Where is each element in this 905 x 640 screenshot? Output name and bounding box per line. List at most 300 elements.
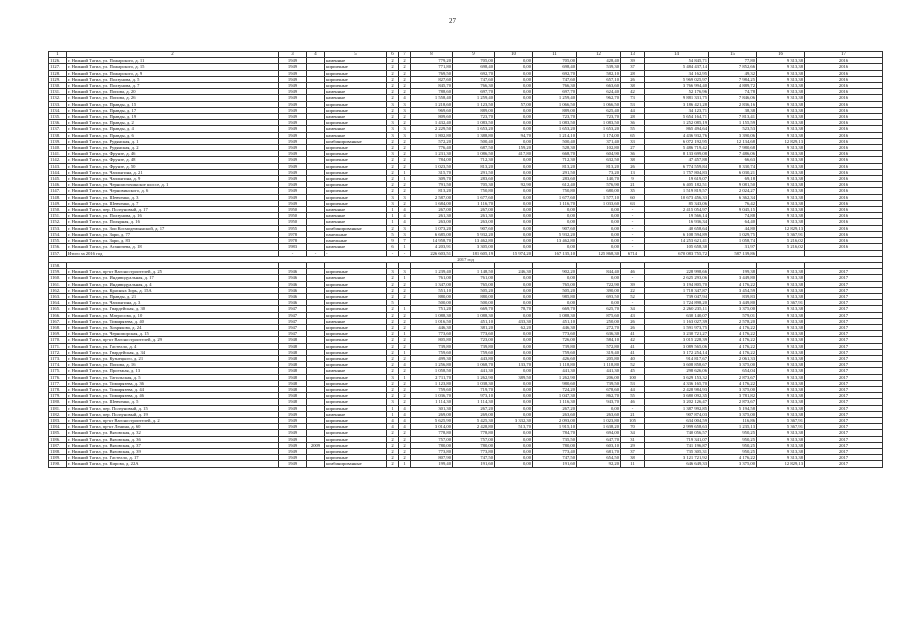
table-cell: 0,00 [533, 244, 577, 250]
table-cell: 371,40 [577, 138, 621, 144]
table-cell: 428,40 [577, 58, 621, 64]
table-cell: 3 332,30 [495, 417, 533, 423]
table-cell: 1188. [49, 449, 67, 455]
table-cell: 2017 [805, 449, 883, 455]
table-cell: 44 [621, 107, 645, 113]
table-cell: 13 462,80 [453, 238, 495, 244]
table-cell: 54 845,71 [645, 58, 709, 64]
table-cell: 1949 [279, 89, 307, 95]
table-cell: 1 114,30 [411, 399, 453, 405]
table-cell: 2 711,70 [411, 374, 453, 380]
table-cell: 625,40 [577, 107, 621, 113]
column-number-cell: 9 [453, 52, 495, 58]
table-cell: 1154. [49, 231, 67, 237]
table-cell: 9 313,38 [757, 430, 805, 436]
table-cell: 2017 [805, 405, 883, 411]
table-cell: 807,90 [411, 455, 453, 461]
table-cell: г. Нижний Тагил, ул. Ползунова, д. 7 [67, 83, 279, 89]
table-cell: 2 [399, 436, 411, 442]
table-cell: кирпичные [325, 200, 387, 206]
table-cell: 2 [387, 343, 399, 349]
table-cell: 2017 [805, 293, 883, 299]
table-cell: 4 [399, 362, 411, 368]
table-cell: г. Нижний Тагил, пр-кт Вагоностроителей, д. 29 [67, 337, 279, 343]
table-cell: 9 313,38 [757, 386, 805, 392]
table-cell: кирпичные [325, 293, 387, 299]
table-cell: 1166. [49, 312, 67, 318]
table-cell: 2 [387, 362, 399, 368]
table-cell: 773,60 [533, 331, 577, 337]
table-cell: 1 088,30 [411, 312, 453, 318]
table-cell: 1 [387, 219, 399, 225]
column-number-cell: 13 [621, 52, 645, 58]
table-cell: 9 313,38 [757, 287, 805, 293]
column-number-cell: 3 [279, 52, 307, 58]
table-cell: г. Нижний Тагил, ул. Гвардейская, д. 30 [67, 306, 279, 312]
table-cell: комбинированные [325, 138, 387, 144]
table-cell: 3 449,80 [709, 275, 757, 281]
table-cell: 630 140,07 [645, 312, 709, 318]
table-cell: 776,40 [411, 145, 453, 151]
table-cell: 1955 [279, 225, 307, 231]
table-cell: 2 [387, 442, 399, 448]
table-cell: 1157. [49, 250, 67, 256]
table-cell: 625,70 [577, 306, 621, 312]
table-cell: 199,40 [411, 461, 453, 467]
table-cell: 2017 [805, 424, 883, 430]
table-cell: 9 313,38 [757, 455, 805, 461]
table-cell: 950,25 [709, 430, 757, 436]
table-cell: 9 [387, 238, 399, 244]
table-cell: 692,70 [453, 70, 495, 76]
table-cell: 1949 [279, 151, 307, 157]
table-cell: каменные [325, 95, 387, 101]
table-cell: 2 [399, 399, 411, 405]
table-cell: 4 203,91 [411, 244, 453, 250]
table-cell: панельные [325, 231, 387, 237]
table-cell: 9 313,38 [757, 219, 805, 225]
table-cell: 1165. [49, 306, 67, 312]
table-cell: 2017 [805, 436, 883, 442]
table-cell: 3 [387, 374, 399, 380]
table-cell: 739,80 [453, 343, 495, 349]
table-cell: 283,60 [533, 176, 577, 182]
table-cell: каменные [325, 89, 387, 95]
table-cell: г. Нижний Тагил, ул. Зари, д. 83 [67, 238, 279, 244]
table-cell: - [621, 405, 645, 411]
table-cell: 1946 [279, 300, 307, 306]
column-number-cell: 11 [533, 52, 577, 58]
table-cell: 784,70 [533, 430, 577, 436]
table-cell: 33 [621, 138, 645, 144]
table-cell: 1 155,59 [709, 120, 757, 126]
table-cell: 226 603,51 [411, 250, 453, 256]
table-cell: 2 [387, 58, 399, 64]
table-cell: 102,80 [577, 145, 621, 151]
table-cell: 880,00 [453, 293, 495, 299]
table-cell: 1949 [279, 169, 307, 175]
housing-registry-table-wrap [48, 51, 882, 468]
table-cell: 2 [387, 386, 399, 392]
table-cell: 0,00 [495, 188, 533, 194]
table-cell: 3 [387, 132, 399, 138]
table-cell: 765,00 [533, 281, 577, 287]
table-cell: 759,60 [411, 349, 453, 355]
table-cell: 9 313,38 [757, 343, 805, 349]
table-cell: 1167. [49, 318, 67, 324]
table-cell: 298 626,06 [645, 368, 709, 374]
table-cell: 634 004,59 [645, 417, 709, 423]
table-cell: 2 [387, 306, 399, 312]
table-cell: г. Нижний Тагил, ул. Тагильская, д. 5 [67, 374, 279, 380]
table-cell: 6 108 594,89 [645, 231, 709, 237]
table-cell: 390,00 [577, 287, 621, 293]
table-cell: 2 [399, 64, 411, 70]
table-cell: 4 176,22 [709, 324, 757, 330]
table-cell: г. Нижний Тагил, ул. Правды, д. 19 [67, 114, 279, 120]
table-cell: кирпичные [325, 405, 387, 411]
table-cell: 39 [621, 281, 645, 287]
table-cell: 40 [621, 355, 645, 361]
table-cell: 1189. [49, 455, 67, 461]
table-cell: 3 680 092,35 [645, 393, 709, 399]
table-cell: кирпичные [325, 331, 387, 337]
table-cell: 63 [621, 200, 645, 206]
table-cell: 205,80 [577, 355, 621, 361]
table-cell: 889,00 [533, 107, 577, 113]
table-cell: 1163. [49, 293, 67, 299]
table-cell: 739,80 [533, 343, 577, 349]
table-cell: 712,30 [533, 157, 577, 163]
table-cell: 3 390,06 [709, 132, 757, 138]
table-cell: 5 932,20 [533, 231, 577, 237]
table-cell: 654,04 [709, 368, 757, 374]
table-cell: 12 829,13 [757, 225, 805, 231]
table-cell: 37 [621, 64, 645, 70]
table-cell: 1 123,80 [411, 380, 453, 386]
table-cell: каменные [325, 132, 387, 138]
table-cell: г. Нижний Тагил, ул. Тимирязева, д. 44 [67, 386, 279, 392]
table-cell: 9 313,38 [757, 393, 805, 399]
table-cell: 698,40 [453, 64, 495, 70]
table-cell: 681,70 [577, 449, 621, 455]
table-cell: 2 [399, 200, 411, 206]
table-cell: 1949 [279, 145, 307, 151]
table-cell: 647,70 [577, 436, 621, 442]
table-cell: 26 [621, 318, 645, 324]
table-cell: 9 313,38 [757, 176, 805, 182]
table-cell: 4 [399, 405, 411, 411]
table-cell: г. Нижний Тагил, ул. Черноисточинское шоссе, д. 1 [67, 182, 279, 188]
table-cell: 1948 [279, 343, 307, 349]
table-cell: 9 313,38 [757, 312, 805, 318]
table-cell: 1158. [49, 262, 67, 268]
table-cell: г. Нижний Тагил, ул. Проезжая, д. 13 [67, 368, 279, 374]
table-cell: 9 313,38 [757, 163, 805, 169]
table-cell: кирпичные [325, 306, 387, 312]
table-cell: 1 262,90 [533, 374, 577, 380]
table-cell: 9 313,38 [757, 405, 805, 411]
table-cell: 37 [621, 449, 645, 455]
table-cell: 784,00 [411, 157, 453, 163]
table-cell: 9 313,38 [757, 281, 805, 287]
table-cell: 1 757 804,83 [645, 169, 709, 175]
table-cell: г. Нижний Тагил, ул. Пожарского, д. 11 [67, 58, 279, 64]
table-cell: 291,50 [453, 169, 495, 175]
table-cell: 1949 [279, 449, 307, 455]
table-cell: 9 313,38 [757, 76, 805, 82]
table-cell: 1948 [279, 374, 307, 380]
table-cell: 55 [621, 393, 645, 399]
table-cell: 3 [387, 194, 399, 200]
table-cell: 426,60 [533, 355, 577, 361]
table-cell: 441,30 [533, 368, 577, 374]
table-cell: 1141. [49, 151, 67, 157]
table-cell: 0,00 [495, 176, 533, 182]
table-cell: 747,50 [533, 455, 577, 461]
table-cell: 773,40 [533, 449, 577, 455]
table-cell: 740 056,57 [645, 430, 709, 436]
table-cell: 1180. [49, 399, 67, 405]
table-cell: 0,00 [577, 219, 621, 225]
table-cell: кирпичные [325, 120, 387, 126]
table-cell: 267,00 [411, 207, 453, 213]
table-cell: 1181. [49, 405, 67, 411]
table-cell: 1 016,50 [411, 318, 453, 324]
table-cell: 1949 [279, 455, 307, 461]
table-cell: 3 375,00 [709, 386, 757, 392]
table-cell: 0,00 [495, 449, 533, 455]
table-cell: 26 [621, 76, 645, 82]
table-cell: 668,70 [533, 151, 577, 157]
table-cell: 1948 [279, 399, 307, 405]
table-cell: 0,00 [495, 461, 533, 467]
table-cell: 2 [387, 176, 399, 182]
table-cell: 2017 [805, 324, 883, 330]
table-cell: 39 [621, 58, 645, 64]
table-cell: 0,00 [495, 281, 533, 287]
table-cell: 4 176,22 [709, 349, 757, 355]
table-cell: 0,00 [495, 207, 533, 213]
table-cell: 26 [621, 324, 645, 330]
table-cell: 301,30 [411, 405, 453, 411]
table-cell: г. Нижний Тагил, ул. Аганичева, д. 18 [67, 244, 279, 250]
table-cell: 4 176,22 [709, 343, 757, 349]
table-cell: 0,00 [577, 275, 621, 281]
table-cell: 2016 [805, 64, 883, 70]
table-cell: 3 [399, 269, 411, 275]
table-cell: - [279, 250, 307, 256]
table-cell: 2 873,67 [709, 374, 757, 380]
table-cell: 1145. [49, 176, 67, 182]
table-cell: г. Нижний Тагил, ул. Правды, д. 6 [67, 132, 279, 138]
table-cell: 2 587,00 [411, 194, 453, 200]
table-cell: 1 023,50 [411, 163, 453, 169]
table-cell: 865 494,64 [645, 126, 709, 132]
table-cell: 1159. [49, 269, 67, 275]
table-cell: 0,00 [495, 126, 533, 132]
table-cell: 1 [399, 349, 411, 355]
table-cell: 0,00 [495, 275, 533, 281]
column-number-cell: 6 [387, 52, 399, 58]
table-cell: г. Нижний Тагил, ул. Шевченко, д. 5 [67, 399, 279, 405]
table-cell: 1949 [279, 58, 307, 64]
table-cell: кирпичные [325, 145, 387, 151]
table-cell: 778,80 [411, 430, 453, 436]
table-cell: 7 852,66 [709, 64, 757, 70]
table-cell: 9 313,38 [757, 293, 805, 299]
table-cell: 0,00 [495, 300, 533, 306]
table-cell: 1 252 085,19 [645, 120, 709, 126]
table-cell: 2 [399, 393, 411, 399]
table-cell: 1131. [49, 89, 67, 95]
table-cell: г. Нижний Тагил, ул. Чаплыгина, д. 21 [67, 169, 279, 175]
table-cell: 267,00 [453, 207, 495, 213]
table-cell: 9 313,38 [757, 349, 805, 355]
table-cell: 0,00 [495, 95, 533, 101]
table-cell: 1947 [279, 306, 307, 312]
table-cell: кирпичные [325, 312, 387, 318]
table-cell: 950,25 [709, 449, 757, 455]
table-cell: 5 [387, 231, 399, 237]
table-cell: 70 [621, 424, 645, 430]
table-cell: 0,00 [495, 411, 533, 417]
table-cell: 2017 [805, 430, 883, 436]
table-cell: 759,60 [411, 386, 453, 392]
table-cell: 2 [387, 275, 399, 281]
table-cell: 1949 [279, 70, 307, 76]
table-cell: 1152. [49, 219, 67, 225]
table-cell: 7 984,25 [709, 76, 757, 82]
table-cell: - [621, 225, 645, 231]
table-cell: 6 [387, 244, 399, 250]
table-cell: 272,70 [577, 324, 621, 330]
table-cell: 140,70 [577, 176, 621, 182]
table-cell: 4 [399, 424, 411, 430]
table-cell: 34 [621, 306, 645, 312]
table-cell: 100 [621, 374, 645, 380]
table-cell: - [621, 275, 645, 281]
table-body [49, 52, 883, 468]
table-cell: 2016 [805, 107, 883, 113]
table-cell: 1 214,10 [533, 132, 577, 138]
table-cell: 761,00 [411, 275, 453, 281]
column-number-cell: 15 [709, 52, 757, 58]
table-cell: 0,00 [495, 58, 533, 64]
table-cell: 9 313,38 [757, 374, 805, 380]
table-cell: 9 313,38 [757, 362, 805, 368]
table-cell: кирпичные [325, 455, 387, 461]
table-cell: г. Нижний Тагил, ул. Индивидуальная, д. 4 [67, 281, 279, 287]
table-cell: 0,00 [495, 436, 533, 442]
table-cell: 2 [399, 151, 411, 157]
table-cell: 712,30 [453, 157, 495, 163]
table-cell: 827,60 [411, 76, 453, 82]
table-cell: 9 313,38 [757, 70, 805, 76]
table-cell: 636,30 [577, 331, 621, 337]
table-cell: 723,70 [533, 114, 577, 120]
table-cell: 889,00 [453, 107, 495, 113]
table-cell: г. Нижний Тагил, пр-кт Вагоностроителей, д. 2 [67, 417, 279, 423]
table-cell: 719,70 [453, 386, 495, 392]
table-cell: 267,20 [533, 405, 577, 411]
table-cell: г. Нижний Тагил, ул. Правды, д. 17 [67, 107, 279, 113]
table-cell: 1 174,00 [577, 132, 621, 138]
page-number: 27 [449, 17, 456, 25]
table-cell: 5 216,02 [757, 244, 805, 250]
table-cell: 1 239,40 [411, 269, 453, 275]
table-cell: 2 [399, 355, 411, 361]
table-cell: 523,53 [709, 126, 757, 132]
table-cell: 500,40 [453, 138, 495, 144]
table-cell: 64,40 [709, 219, 757, 225]
table-cell: 1949 [279, 405, 307, 411]
table-cell: 2 [387, 281, 399, 287]
table-cell: 9 313,38 [757, 306, 805, 312]
table-cell: 0,00 [495, 64, 533, 70]
table-cell: 1187. [49, 442, 67, 448]
table-cell: 1946 [279, 281, 307, 287]
table-cell: 40 658,64 [645, 225, 709, 231]
table-cell: 1949 [279, 424, 307, 430]
table-cell: 1 066,50 [577, 101, 621, 107]
table-cell: 22 [621, 287, 645, 293]
table-cell: 19 566,14 [645, 213, 709, 219]
table-cell: 1 [387, 207, 399, 213]
table-cell: 1 [399, 461, 411, 467]
table-cell: 9 045,15 [709, 207, 757, 213]
table-cell: 788,60 [411, 89, 453, 95]
table-cell: 2016 [805, 145, 883, 151]
table-cell: г. Нижний Тагил, ул. Кузнецкого, д. 21 [67, 355, 279, 361]
table-cell: 1183. [49, 417, 67, 423]
table-cell: 907,60 [453, 225, 495, 231]
table-cell: г. Нижний Тагил, пр-кт Ленина, д. 60 [67, 424, 279, 430]
table-cell: 12 134,68 [709, 138, 757, 144]
table-cell: 14 958,70 [411, 238, 453, 244]
table-cell: 769,50 [411, 70, 453, 76]
table-cell: 0,00 [495, 163, 533, 169]
table-cell: 1 684,00 [411, 200, 453, 206]
table-cell: 2016 [805, 213, 883, 219]
column-number-cell: 2 [67, 52, 279, 58]
table-cell: 4 [387, 424, 399, 430]
table-cell: г. Нижний Тагил, ул. Черноморская, д. 15 [67, 331, 279, 337]
table-cell: 2 415 054,97 [645, 207, 709, 213]
table-cell: 1137. [49, 126, 67, 132]
table-cell: панельные [325, 238, 387, 244]
table-cell: г. Нижний Тагил, ул. Попова, д. 16 [67, 362, 279, 368]
table-cell: 692,70 [533, 70, 577, 76]
table-cell: 57,00 [495, 101, 533, 107]
table-cell: 2017 [805, 362, 883, 368]
table-cell: 7 980,68 [709, 145, 757, 151]
table-cell: каменные [325, 219, 387, 225]
column-number-cell: 14 [645, 52, 709, 58]
table-cell: 43 [621, 312, 645, 318]
table-cell: 1949 [279, 417, 307, 423]
table-cell: 44,80 [709, 225, 757, 231]
table-cell: 0,00 [495, 244, 533, 250]
table-cell: 773,80 [411, 449, 453, 455]
table-cell: 1 577,10 [577, 194, 621, 200]
table-cell: 3 [387, 269, 399, 275]
table-cell: 765,00 [453, 281, 495, 287]
table-cell: 9 313,38 [757, 114, 805, 120]
table-cell: кирпичные [325, 269, 387, 275]
table-cell: 2 [399, 442, 411, 448]
table-cell: 2016 [805, 244, 883, 250]
